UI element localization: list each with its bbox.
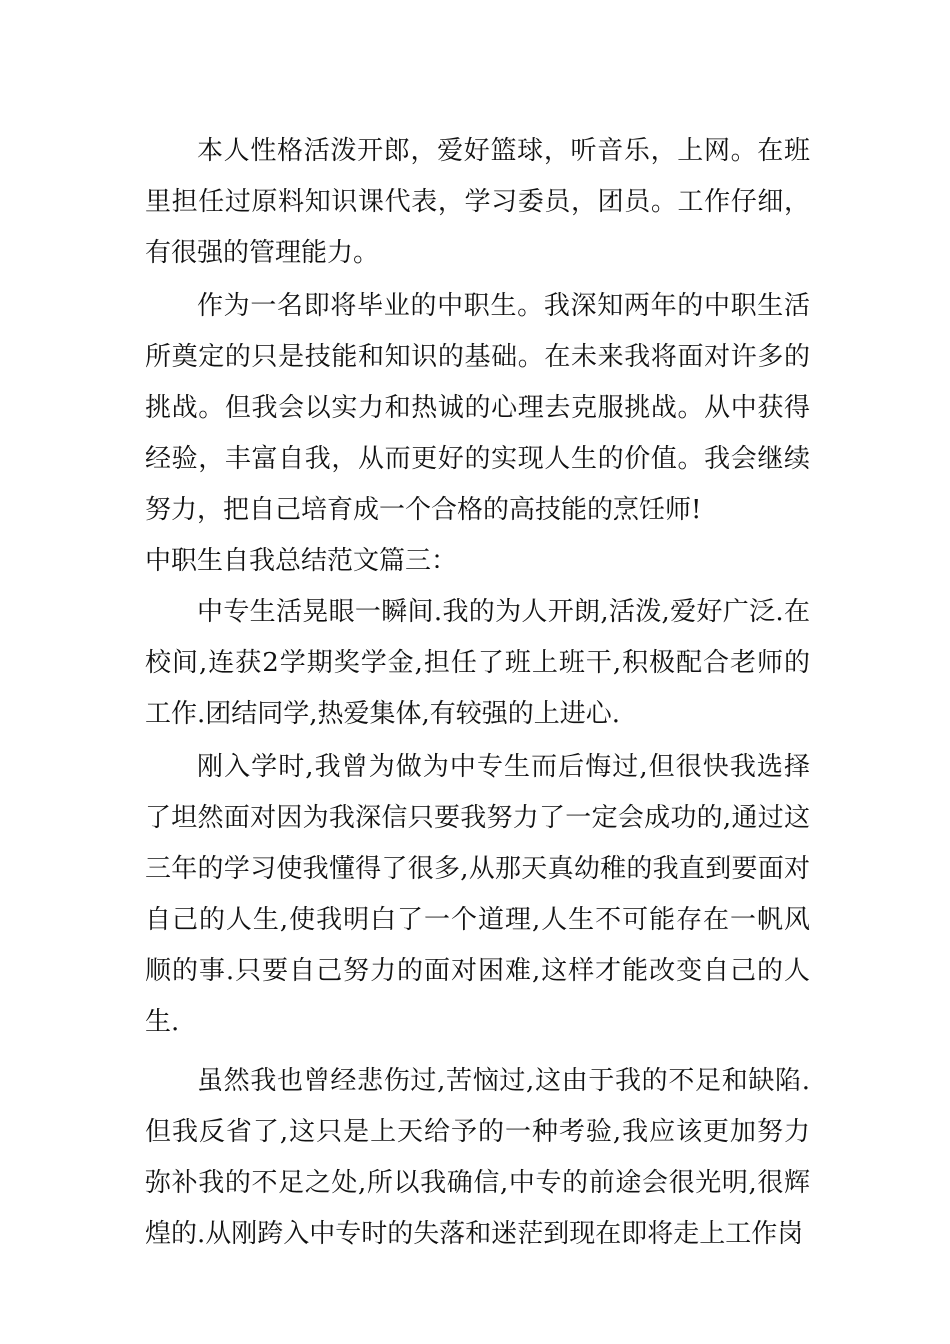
paragraph-enrollment: 刚入学时,我曾为做为中专生而后悔过,但很快我选择了坦然面对因为我深信只要我努力了一定会成功的,通过这三年的学习使我懂得了很多,从那天真幼稚的我直到要面对自己的人生,使我明白了一个道理,人生不可能存在一帆风顺的事.只要自己努力的面对困难,这样才能改变自己的人生.	[145, 752, 810, 1037]
paragraph-graduation: 作为一名即将毕业的中职生。我深知两年的中职生活所奠定的只是技能和知识的基础。在未来我将面对许多的挑战。但我会以实力和热诚的心理去克服挑战。从中获得经验，丰富自我，从而更好的实现人生的价值。我会继续努力，把自己培育成一个合格的高技能的烹饪师!	[145, 291, 810, 525]
paragraph-school-life: 中专生活晃眼一瞬间.我的为人开朗,活泼,爱好广泛.在校间,连获2学期奖学金,担任了班上班干,积极配合老师的工作.团结同学,热爱集体,有较强的上进心.	[145, 597, 810, 729]
section-heading: 中职生自我总结范文篇三：	[145, 546, 458, 576]
paragraph-personality: 本人性格活泼开郎，爱好篮球，听音乐，上网。在班里担任过原料知识课代表，学习委员，团员。工作仔细，有很强的管理能力。	[145, 136, 810, 268]
paragraph-reflection: 虽然我也曾经悲伤过,苦恼过,这由于我的不足和缺陷.但我反省了,这只是上天给予的一种考验,我应该更加努力弥补我的不足之处,所以我确信,中专的前途会很光明,很辉煌的.从刚跨入中专时的失落和迷茫到现在即将走上工作岗	[145, 1066, 810, 1249]
document-body	[145, 126, 810, 1260]
